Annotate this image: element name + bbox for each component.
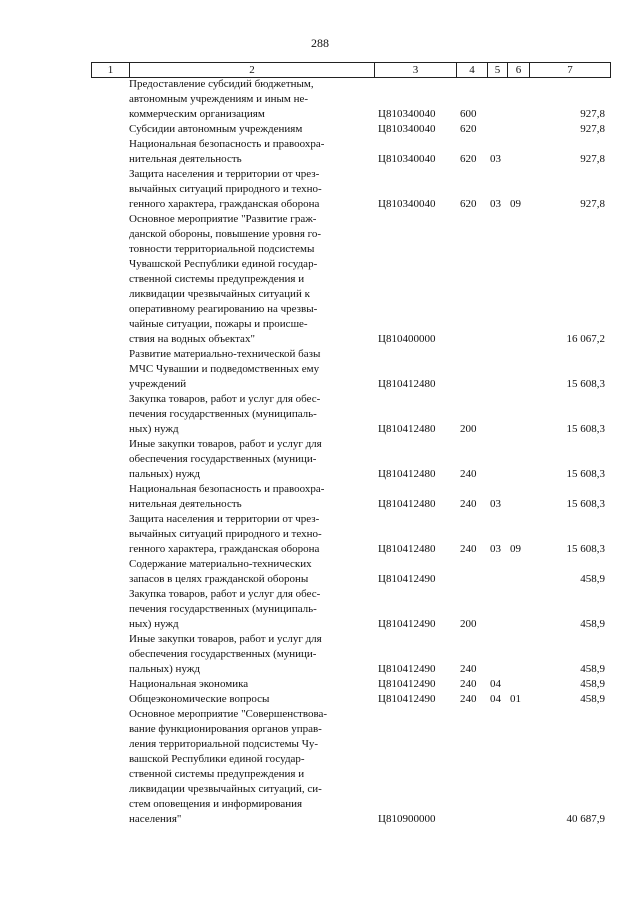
row-name-cell [129, 512, 374, 557]
row-sum-cell: 16 067,2 [566, 333, 605, 345]
row-rz-cell: 03 [490, 498, 501, 510]
row-sum-cell: 458,9 [580, 618, 605, 630]
row-rz-cell: 03 [490, 153, 501, 165]
row-csr-cell: Ц810412480 [378, 468, 436, 480]
row-vr-cell: 240 [460, 543, 477, 555]
table-body [91, 77, 609, 827]
row-name-line: Иные закупки товаров, работ и услуг для [129, 438, 322, 450]
row-name-line: ликвидации чрезвычайных ситуаций к [129, 288, 310, 300]
table-row [91, 557, 609, 587]
row-name-line: ствия на водных объектах" [129, 333, 255, 345]
row-name-line: нительная деятельность [129, 498, 242, 510]
row-vr-cell: 620 [460, 198, 477, 210]
row-csr-cell: Ц810412480 [378, 498, 436, 510]
row-name-line: ления территориальной подсистемы Чу- [129, 738, 319, 750]
row-name-cell [129, 707, 374, 827]
row-sum-cell: 927,8 [580, 198, 605, 210]
row-sum-cell: 927,8 [580, 153, 605, 165]
table-row [91, 392, 609, 437]
row-pr-cell: 09 [510, 198, 521, 210]
row-sum-cell: 40 687,9 [566, 813, 605, 825]
row-name-line: генного характера, гражданская оборона [129, 543, 320, 555]
row-name-line: Содержание материально-технических [129, 558, 312, 570]
row-name-cell [129, 437, 374, 482]
row-name-cell [129, 677, 374, 692]
row-name-line: Общеэкономические вопросы [129, 693, 270, 705]
row-sum-cell: 458,9 [580, 678, 605, 690]
row-name-line: Национальная безопасность и правоохра- [129, 483, 325, 495]
row-name-line: пальных) нужд [129, 663, 201, 675]
row-sum-cell: 15 608,3 [566, 498, 605, 510]
row-vr-cell: 200 [460, 618, 477, 630]
row-name-line: ственной системы предупреждения и [129, 768, 305, 780]
row-name-cell [129, 482, 374, 512]
row-sum-cell: 15 608,3 [566, 543, 605, 555]
table-row [91, 707, 609, 827]
row-rz-cell: 04 [490, 678, 501, 690]
row-name-line: Предоставление субсидий бюджетным, [129, 78, 314, 90]
row-vr-cell: 200 [460, 423, 477, 435]
row-rz-cell: 04 [490, 693, 501, 705]
table-row [91, 587, 609, 632]
table-row [91, 122, 609, 137]
table-row [91, 137, 609, 167]
row-name-line: Закупка товаров, работ и услуг для обес- [129, 393, 321, 405]
table-row [91, 677, 609, 692]
table-row [91, 512, 609, 557]
table-row [91, 632, 609, 677]
row-csr-cell: Ц810340040 [378, 198, 436, 210]
row-name-cell [129, 692, 374, 707]
row-vr-cell: 240 [460, 663, 477, 675]
row-name-line: Защита населения и территории от чрез- [129, 168, 320, 180]
row-vr-cell: 240 [460, 468, 477, 480]
row-name-line: запасов в целях гражданской обороны [129, 573, 309, 585]
row-csr-cell: Ц810412480 [378, 423, 436, 435]
row-name-line: Развитие материально-технической базы [129, 348, 321, 360]
row-rz-cell: 03 [490, 198, 501, 210]
row-rz-cell: 03 [490, 543, 501, 555]
row-name-line: Иные закупки товаров, работ и услуг для [129, 633, 322, 645]
row-name-line: Субсидии автономным учреждениям [129, 123, 303, 135]
table-row [91, 212, 609, 347]
header-col-4: 4 [457, 63, 488, 77]
row-csr-cell: Ц810412490 [378, 678, 436, 690]
row-name-line: Закупка товаров, работ и услуг для обес- [129, 588, 321, 600]
header-col-5: 5 [488, 63, 508, 77]
row-csr-cell: Ц810400000 [378, 333, 436, 345]
row-name-line: оперативному реагированию на чрезвы- [129, 303, 318, 315]
row-csr-cell: Ц810900000 [378, 813, 436, 825]
header-col-6: 6 [508, 63, 530, 77]
row-name-cell [129, 557, 374, 587]
header-col-3: 3 [375, 63, 457, 77]
row-sum-cell: 15 608,3 [566, 378, 605, 390]
row-name-line: печения государственных (муниципаль- [129, 603, 317, 615]
row-name-line: нительная деятельность [129, 153, 242, 165]
row-vr-cell: 240 [460, 693, 477, 705]
row-name-line: Защита населения и территории от чрез- [129, 513, 320, 525]
table-row [91, 482, 609, 512]
row-name-line: данской обороны, повышение уровня го- [129, 228, 322, 240]
table-row [91, 167, 609, 212]
row-name-line: генного характера, гражданская оборона [129, 198, 320, 210]
row-name-cell [129, 137, 374, 167]
row-name-line: ственной системы предупреждения и [129, 273, 305, 285]
row-name-cell [129, 587, 374, 632]
table-header [91, 62, 611, 78]
row-name-cell [129, 212, 374, 347]
row-csr-cell: Ц810412480 [378, 543, 436, 555]
row-sum-cell: 15 608,3 [566, 423, 605, 435]
row-vr-cell: 600 [460, 108, 477, 120]
row-name-line: пальных) нужд [129, 468, 201, 480]
row-name-cell [129, 347, 374, 392]
table-row [91, 692, 609, 707]
row-name-line: учреждений [129, 378, 187, 390]
row-name-line: коммерческим организациям [129, 108, 265, 120]
row-name-line: вычайных ситуаций природного и техно- [129, 183, 322, 195]
row-name-line: Основное мероприятие "Совершенствова- [129, 708, 328, 720]
page-number: 288 [311, 36, 329, 50]
row-name-cell [129, 632, 374, 677]
row-name-line: чайные ситуации, пожары и происше- [129, 318, 308, 330]
row-csr-cell: Ц810412490 [378, 663, 436, 675]
row-name-cell [129, 167, 374, 212]
row-name-line: печения государственных (муниципаль- [129, 408, 317, 420]
row-name-line: ликвидации чрезвычайных ситуаций, си- [129, 783, 322, 795]
row-vr-cell: 240 [460, 498, 477, 510]
row-name-line: автономным учреждениям и иным не- [129, 93, 309, 105]
row-name-line: вание функционирования органов управ- [129, 723, 322, 735]
row-sum-cell: 15 608,3 [566, 468, 605, 480]
row-name-line: ных) нужд [129, 618, 179, 630]
row-sum-cell: 458,9 [580, 573, 605, 585]
row-csr-cell: Ц810340040 [378, 108, 436, 120]
row-name-line: стем оповещения и информирования [129, 798, 303, 810]
row-name-line: товности территориальной подсистемы [129, 243, 315, 255]
row-pr-cell: 01 [510, 693, 521, 705]
header-col-1: 1 [92, 63, 130, 77]
row-name-line: обеспечения государственных (муници- [129, 648, 317, 660]
row-sum-cell: 458,9 [580, 663, 605, 675]
table-row [91, 77, 609, 122]
row-name-line: Национальная безопасность и правоохра- [129, 138, 325, 150]
row-name-line: Основное мероприятие "Развитие граж- [129, 213, 317, 225]
row-pr-cell: 09 [510, 543, 521, 555]
row-name-line: ных) нужд [129, 423, 179, 435]
header-col-2: 2 [130, 63, 375, 77]
row-csr-cell: Ц810412490 [378, 573, 436, 585]
row-name-line: населения" [129, 813, 182, 825]
row-vr-cell: 240 [460, 678, 477, 690]
row-csr-cell: Ц810340040 [378, 153, 436, 165]
row-name-cell [129, 392, 374, 437]
row-csr-cell: Ц810412490 [378, 618, 436, 630]
row-sum-cell: 927,8 [580, 108, 605, 120]
table-row [91, 347, 609, 392]
row-name-line: МЧС Чувашии и подведомственных ему [129, 363, 320, 375]
row-csr-cell: Ц810412490 [378, 693, 436, 705]
row-csr-cell: Ц810412480 [378, 378, 436, 390]
row-name-line: вычайных ситуаций природного и техно- [129, 528, 322, 540]
row-name-line: вашской Республики единой государ- [129, 753, 305, 765]
row-name-line: обеспечения государственных (муници- [129, 453, 317, 465]
row-sum-cell: 927,8 [580, 123, 605, 135]
row-sum-cell: 458,9 [580, 693, 605, 705]
row-name-cell [129, 122, 374, 137]
row-name-line: Чувашской Республики единой государ- [129, 258, 318, 270]
table-row [91, 437, 609, 482]
row-name-line: Национальная экономика [129, 678, 249, 690]
row-name-cell [129, 77, 374, 122]
row-csr-cell: Ц810340040 [378, 123, 436, 135]
row-vr-cell: 620 [460, 123, 477, 135]
header-col-7: 7 [567, 64, 573, 76]
row-vr-cell: 620 [460, 153, 477, 165]
